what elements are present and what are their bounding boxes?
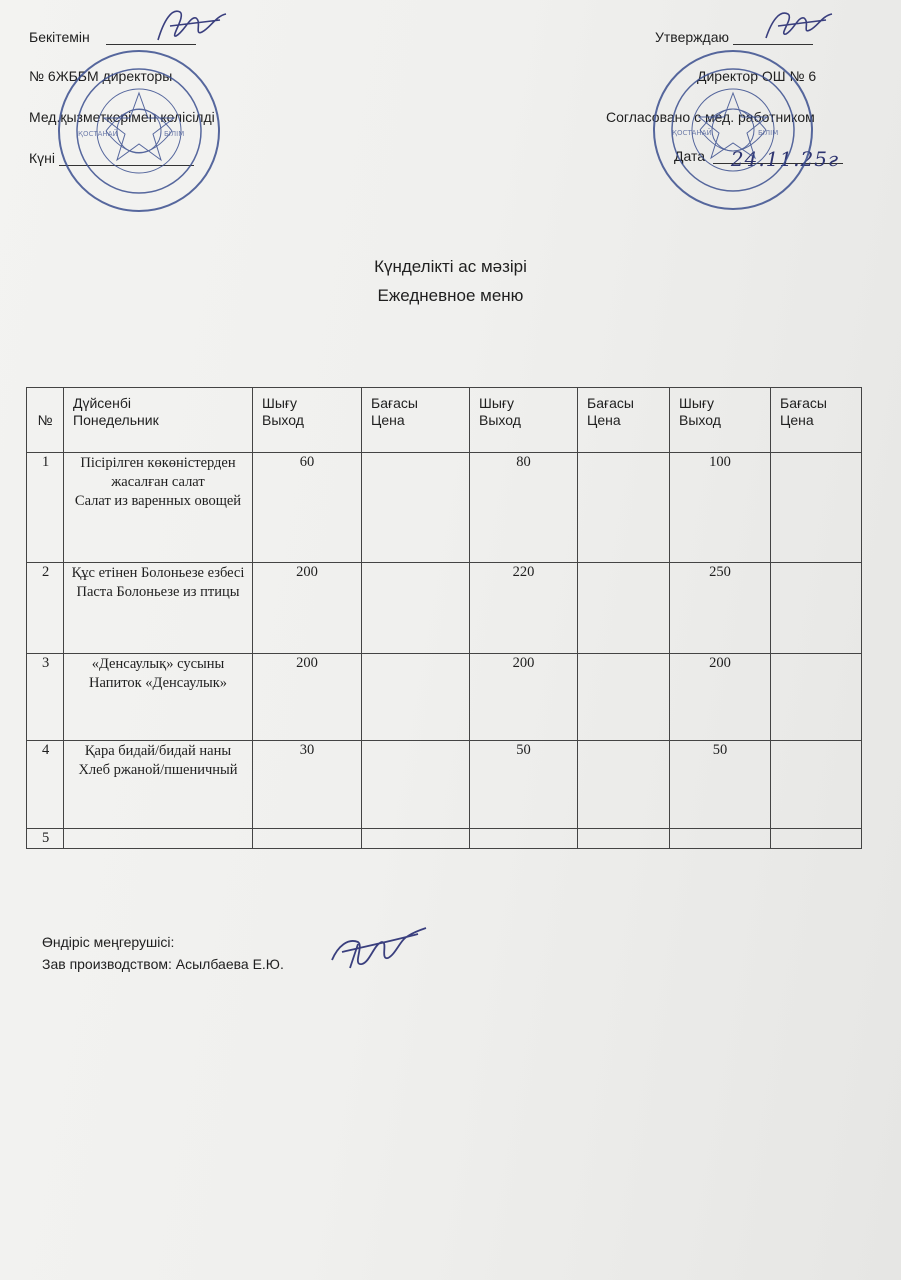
dish-name-kk: «Денсаулық» сусыны (91, 656, 225, 672)
price-cell (578, 829, 670, 849)
output-cell: 80 (470, 453, 578, 563)
dish-name-ru: Паста Болоньезе из птицы (76, 584, 240, 600)
output-cell: 100 (670, 453, 771, 563)
header-line: Бағасы (780, 395, 827, 411)
header-line: Бағасы (587, 395, 634, 411)
output-cell: 50 (470, 741, 578, 829)
dish-name (64, 563, 253, 654)
output-cell (470, 829, 578, 849)
price-cell (362, 654, 470, 741)
price-cell (578, 741, 670, 829)
svg-text:БІЛІМ: БІЛІМ (758, 129, 779, 137)
header-line: Шығу (479, 395, 514, 411)
header-line: Цена (780, 412, 814, 428)
table-row (27, 563, 862, 654)
price-cell (771, 453, 862, 563)
header-line: Цена (587, 412, 621, 428)
row-number: 1 (27, 453, 64, 563)
header-line: Выход (479, 412, 521, 428)
menu-table (26, 387, 862, 849)
header-line: Дүйсенбі (73, 395, 131, 411)
official-seal-left (56, 48, 222, 214)
agreed-right: Согласовано с мед. работником (606, 109, 815, 125)
title-kk: Күнделікті ас мәзірі (374, 257, 527, 276)
official-seal-right (651, 48, 815, 212)
dish-name (64, 741, 253, 829)
price-cell (771, 563, 862, 654)
header-output (670, 388, 771, 453)
price-cell (362, 829, 470, 849)
table-row (27, 654, 862, 741)
table-row (27, 453, 862, 563)
header-line: Выход (679, 412, 721, 428)
row-number: 5 (27, 829, 64, 849)
header-line: Шығу (679, 395, 714, 411)
output-cell: 200 (670, 654, 771, 741)
header-price (362, 388, 470, 453)
table-row (27, 829, 862, 849)
approve-label-kk: Бекітемін (29, 29, 90, 45)
agreed-left: Мед.қызметкерімен келісілді (29, 109, 215, 125)
output-cell: 200 (470, 654, 578, 741)
price-cell (578, 453, 670, 563)
row-number: 4 (27, 741, 64, 829)
table-row (27, 741, 862, 829)
date-label-ru: Дата (674, 148, 706, 164)
svg-text:БІЛІМ: БІЛІМ (164, 130, 185, 138)
dish-name (64, 654, 253, 741)
price-cell (771, 741, 862, 829)
signature-left (150, 2, 230, 48)
header-line: Бағасы (371, 395, 418, 411)
output-cell: 200 (253, 563, 362, 654)
header-line: № (37, 411, 53, 428)
director-left: № 6ЖББМ директоры (29, 68, 173, 84)
header-day (64, 388, 253, 453)
handwritten-date: 24.11.25г (730, 147, 840, 171)
approve-label-ru: Утверждаю (655, 29, 729, 45)
dish-name-ru: Напиток «Денсаулык» (88, 675, 227, 691)
signature-production-head (328, 924, 430, 976)
header-line: Шығу (262, 395, 297, 411)
price-cell (362, 741, 470, 829)
row-number: 2 (27, 563, 64, 654)
price-cell (362, 453, 470, 563)
header-output (253, 388, 362, 453)
output-cell: 30 (253, 741, 362, 829)
output-cell (253, 829, 362, 849)
price-cell (578, 563, 670, 654)
svg-text:ҚОСТАНАЙ: ҚОСТАНАЙ (672, 129, 712, 137)
footer-ru: Зав производством: Асылбаева Е.Ю. (42, 956, 284, 972)
title-ru: Ежедневное меню (377, 286, 524, 305)
dish-name-kk: Пісірілген көкөністерден жасалған салат (80, 455, 236, 490)
dish-name-kk: Құс етінен Болоньезе езбесі (71, 565, 245, 581)
row-number: 3 (27, 654, 64, 741)
date-label-kk: Күні (29, 150, 55, 166)
header-line: Выход (262, 412, 304, 428)
dish-name-ru: Хлеб ржаной/пшеничный (78, 762, 238, 778)
output-cell (670, 829, 771, 849)
output-cell: 200 (253, 654, 362, 741)
dish-name (64, 829, 253, 849)
dish-name (64, 453, 253, 563)
output-cell: 220 (470, 563, 578, 654)
director-right: Директор ОШ № 6 (697, 68, 817, 84)
header-output (470, 388, 578, 453)
dish-name-ru: Салат из варенных овощей (74, 493, 242, 509)
header-line: Понедельник (73, 412, 159, 428)
price-cell (578, 654, 670, 741)
table-header-row (27, 388, 862, 453)
header-number (27, 388, 64, 453)
output-cell: 50 (670, 741, 771, 829)
header-price (771, 388, 862, 453)
header-price (578, 388, 670, 453)
footer-kk: Өндіріс меңгерушісі: (42, 934, 175, 950)
svg-text:ҚОСТАНАЙ: ҚОСТАНАЙ (78, 130, 118, 138)
price-cell (771, 654, 862, 741)
output-cell: 250 (670, 563, 771, 654)
dish-name-kk: Қара бидай/бидай наны (84, 743, 232, 759)
price-cell (771, 829, 862, 849)
price-cell (362, 563, 470, 654)
output-cell: 60 (253, 453, 362, 563)
signature-right (760, 4, 836, 46)
header-line: Цена (371, 412, 405, 428)
